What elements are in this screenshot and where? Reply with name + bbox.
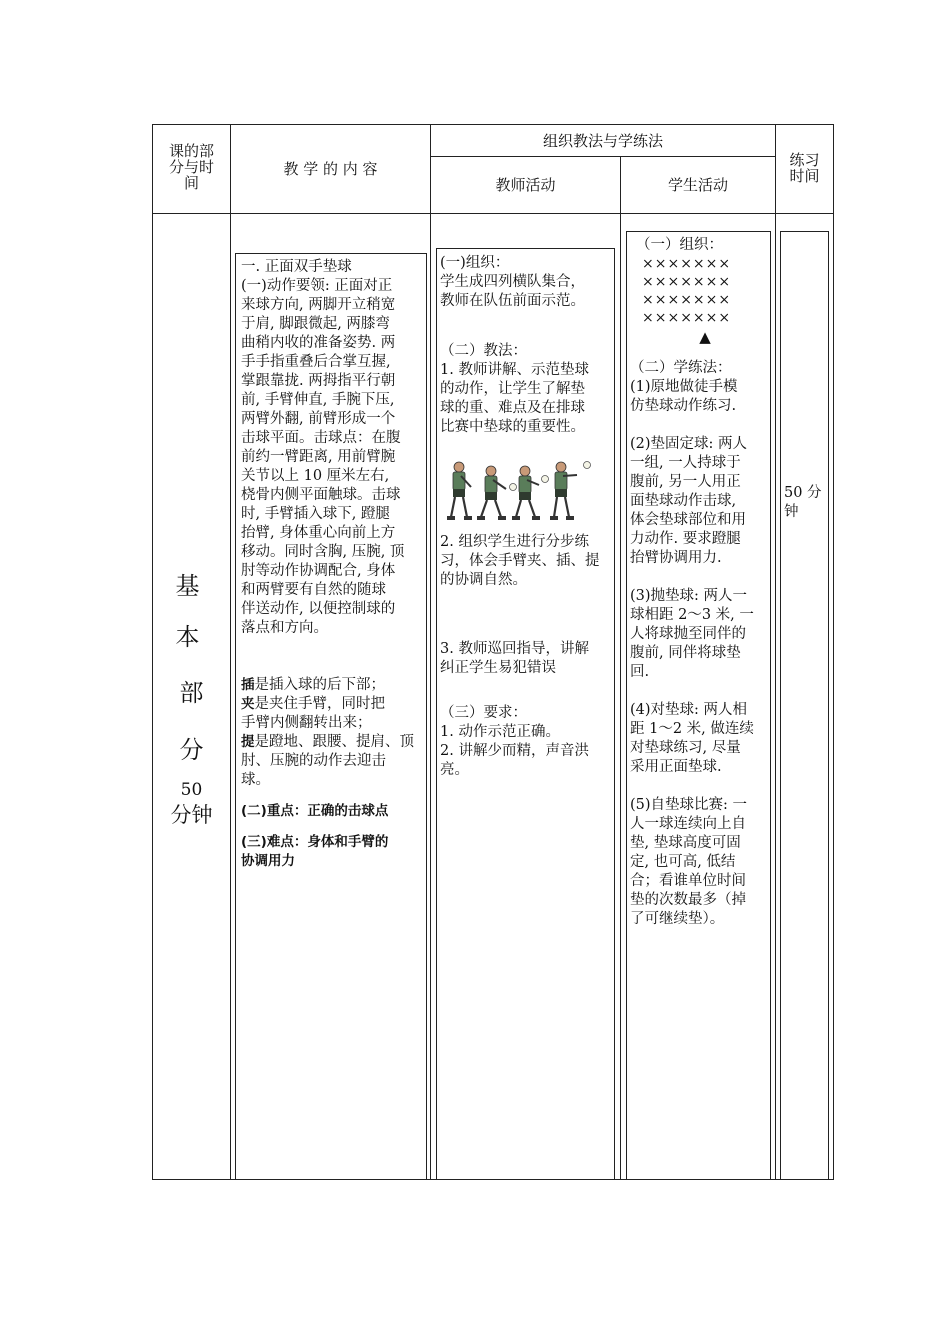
teacher-position-icon: ▲: [699, 328, 711, 346]
header-bottom-border: [152, 213, 834, 214]
header-group: 组织教法与学练法: [542, 132, 663, 150]
teacher-frame-right: [614, 248, 615, 1180]
teacher-frame-left: [436, 248, 437, 1180]
teacher-activity: (一)组织： 学生成四列横队集合， 教师在队伍前面示范。 （二）教法： 1. 教师讲解、示范垫球 的动作，让学生了解垫 球的重、难点及在排球 比赛中垫球的重要性。 2. 组织学生进行分步练 习，体会手臂夹、插、提 的协调自然。 3. 教师巡回指导，讲解 纠正学生易犯错误 （三）要求： 1. 动作示范正确。 2. 讲解少而精，声音洪 亮。: [440, 255, 600, 778]
student-frame-top: [626, 231, 771, 232]
content-frame-right: [426, 253, 427, 1180]
student-activity: （一）组织： ××××××× ××××××× ××××××× ××××××× ▲ （二）学练法： (1)原地做徒手模 仿垫球动作练习. (2)垫固定球: 两人 一组, 一人持球于 腹前, 另一人用正 面垫球动作击球, 体会垫球部位和用 力动作. 要求蹬腿 抬臂协调用力. (3)抛垫球: 两人一 球相距 2～3 米, 一 人将球抛至同伴的 腹前, 同伴将球垫 回. (4)对垫球: 两人相 距 1～2 米, 做连续 对垫球练习, 尽量 采用正面垫球. (5)自垫球比赛: 一 人一球连续向上自 垫, 垫球高度可固 定, 也可高, 低结 合；看谁单位时间 垫的次数最多（掉 了可继续垫）。: [630, 236, 770, 929]
practice-time: 50 分 钟: [784, 485, 822, 520]
ball-icon: [584, 462, 591, 469]
table-border-top: [152, 124, 834, 125]
table-border-right: [833, 124, 834, 1180]
player-figure-3: [512, 466, 540, 520]
header-student: 学生活动: [667, 176, 728, 194]
key-point: (二)重点：正确的击球点: [241, 803, 389, 819]
formation-grid: ××××××× ××××××× ××××××× ×××××××: [642, 256, 732, 326]
section-label: 基 本 部 分 50 分钟: [170, 572, 213, 827]
teacher-frame-top: [436, 248, 615, 249]
player-figure-1: [447, 462, 472, 520]
volleyball-bump-illustration: [441, 457, 595, 523]
header-teacher: 教师活动: [495, 176, 556, 194]
player-figure-2: [477, 466, 506, 520]
player-figure-4: [550, 462, 577, 520]
time-frame-top: [780, 231, 829, 232]
cha-line: 插是插入球的后下部；: [241, 677, 385, 693]
column-divider-2: [430, 124, 431, 1180]
student-frame-left: [626, 231, 627, 1180]
student-frame-right: [770, 231, 771, 1180]
ball-icon: [542, 476, 549, 483]
column-divider-3: [620, 156, 621, 1180]
table-border-bottom: [152, 1179, 834, 1180]
difficulty-1: (三)难点：身体和手臂的: [241, 834, 389, 850]
teaching-content: 一. 正面双手垫球 (一)动作要领: 正面对正 来球方向, 两脚开立稍宽 于肩, 脚跟微起, 两膝弯 曲稍内收的准备姿势. 两 手手指重叠后合掌互握, 掌跟靠拢. 两拇指平行朝 前, 手臂伸直, 手腕下压, 两臂外翻, 前臂形成一个 击球平面。击球点：在腹 前约一臂距离, 用前臂腕 关节以上 10 厘米左右, 桡骨内侧平面触球。击球 时, 手臂插入球下, 蹬腿 抬臂, 身体重心向前上方 移动。同时含胸, 压腕, 顶 肘等动作协调配合, 身体 和两臂要有自然的随球 伴送动作, 以便控制球的 落点和方向。 插是插入球的后下部； 夹是夹住手臂，同时把 手臂内侧翻转出来； 提是蹬地、跟腰、提肩、顶 肘、压腕的动作去迎击 球。 (二)重点：正确的击球点 (三)难点：身体和手臂的 协调用力: [241, 258, 425, 871]
jia-line: 夹是夹住手臂，同时把: [241, 696, 385, 712]
difficulty-2: 协调用力: [241, 853, 295, 869]
content-frame-left: [235, 253, 236, 1180]
header-sub-divider: [430, 156, 775, 157]
ti-line: 提是蹬地、跟腰、提肩、顶: [241, 734, 414, 750]
time-frame-left: [780, 231, 781, 1180]
column-divider-4: [775, 124, 776, 1180]
ball-icon: [510, 484, 517, 491]
time-frame-right: [828, 231, 829, 1180]
header-content: 教 学 的 内 容: [283, 160, 378, 178]
header-time: 练习 时间: [789, 151, 820, 185]
content-frame-top: [235, 253, 427, 254]
header-section-time: 课的部 分与时 间: [168, 142, 214, 192]
column-divider-1: [230, 124, 231, 1180]
